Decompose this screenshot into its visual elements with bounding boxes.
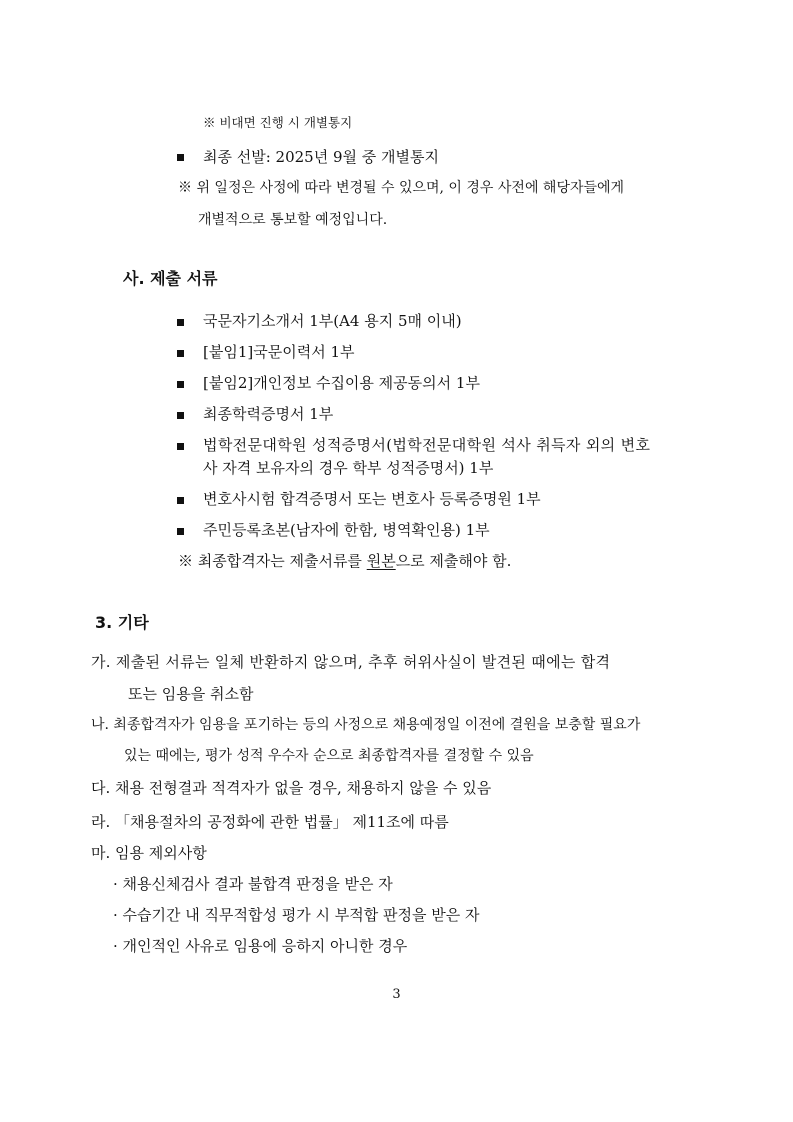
- page-number: 3: [392, 987, 401, 1002]
- schedule-note-line-2: 개별적으로 통보할 예정입니다.: [198, 212, 388, 228]
- nonface-notice: ※ 비대면 진행 시 개별통지: [203, 115, 353, 130]
- submission-note: [178, 551, 511, 571]
- submission-note-prefix: ※ 최종합격자는 제출서류를: [178, 552, 367, 570]
- exclusion-item: · 채용신체검사 결과 불합격 판정을 받은 자: [113, 875, 393, 893]
- item-da: 다. 채용 전형결과 적격자가 없을 경우, 채용하지 않을 수 있음: [91, 779, 492, 797]
- item-na-line-2: 있는 때에는, 평가 성적 우수자 순으로 최종합격자를 결정할 수 있음: [124, 748, 534, 764]
- doc-item: 변호사시험 합격증명서 또는 변호사 등록증명원 1부: [203, 490, 541, 508]
- bullet-icon: [177, 350, 184, 357]
- bullet-icon: [177, 412, 184, 419]
- item-ga-line-2: 또는 임용을 취소함: [128, 685, 254, 703]
- item-ga-line-1: 가. 제출된 서류는 일체 반환하지 않으며, 추후 허위사실이 발견된 때에는 합격: [91, 653, 611, 671]
- bullet-icon: [177, 319, 184, 326]
- schedule-note-line-1: ※ 위 일정은 사정에 따라 변경될 수 있으며, 이 경우 사전에 해당자들에게: [178, 180, 625, 196]
- doc-item: [붙임1]국문이력서 1부: [203, 343, 355, 361]
- bullet-icon: [177, 497, 184, 504]
- bullet-icon: [177, 154, 184, 161]
- section-sa-title: 사. 제출 서류: [123, 269, 218, 288]
- exclusion-item: · 개인적인 사유로 임용에 응하지 아니한 경우: [113, 937, 408, 955]
- bullet-icon: [177, 528, 184, 535]
- section-3-title: 3. 기타: [95, 613, 149, 632]
- bullet-icon: [177, 443, 184, 450]
- original-underlined: 원본: [366, 552, 396, 570]
- item-ma: 마. 임용 제외사항: [91, 844, 207, 862]
- doc-item: 최종학력증명서 1부: [203, 405, 334, 423]
- doc-item-continued: 사 자격 보유자의 경우 학부 성적증명서) 1부: [203, 459, 494, 477]
- doc-item: 국문자기소개서 1부(A4 용지 5매 이내): [203, 312, 462, 330]
- final-selection-text: 최종 선발: 2025년 9월 중 개별통지: [203, 148, 440, 166]
- bullet-icon: [177, 381, 184, 388]
- item-ra: 라. 「채용절차의 공정화에 관한 법률」 제11조에 따름: [91, 813, 449, 831]
- doc-item: 주민등록초본(남자에 한함, 병역확인용) 1부: [203, 521, 490, 539]
- doc-item: [붙임2]개인정보 수집이용 제공동의서 1부: [203, 374, 480, 392]
- submission-note-suffix: 으로 제출해야 함.: [395, 552, 512, 570]
- exclusion-item: · 수습기간 내 직무적합성 평가 시 부적합 판정을 받은 자: [113, 906, 480, 924]
- item-na-line-1: 나. 최종합격자가 임용을 포기하는 등의 사정으로 채용예정일 이전에 결원을 보충할 필요가: [91, 717, 641, 733]
- doc-item: 법학전문대학원 성적증명서(법학전문대학원 석사 취득자 외의 변호: [203, 436, 651, 454]
